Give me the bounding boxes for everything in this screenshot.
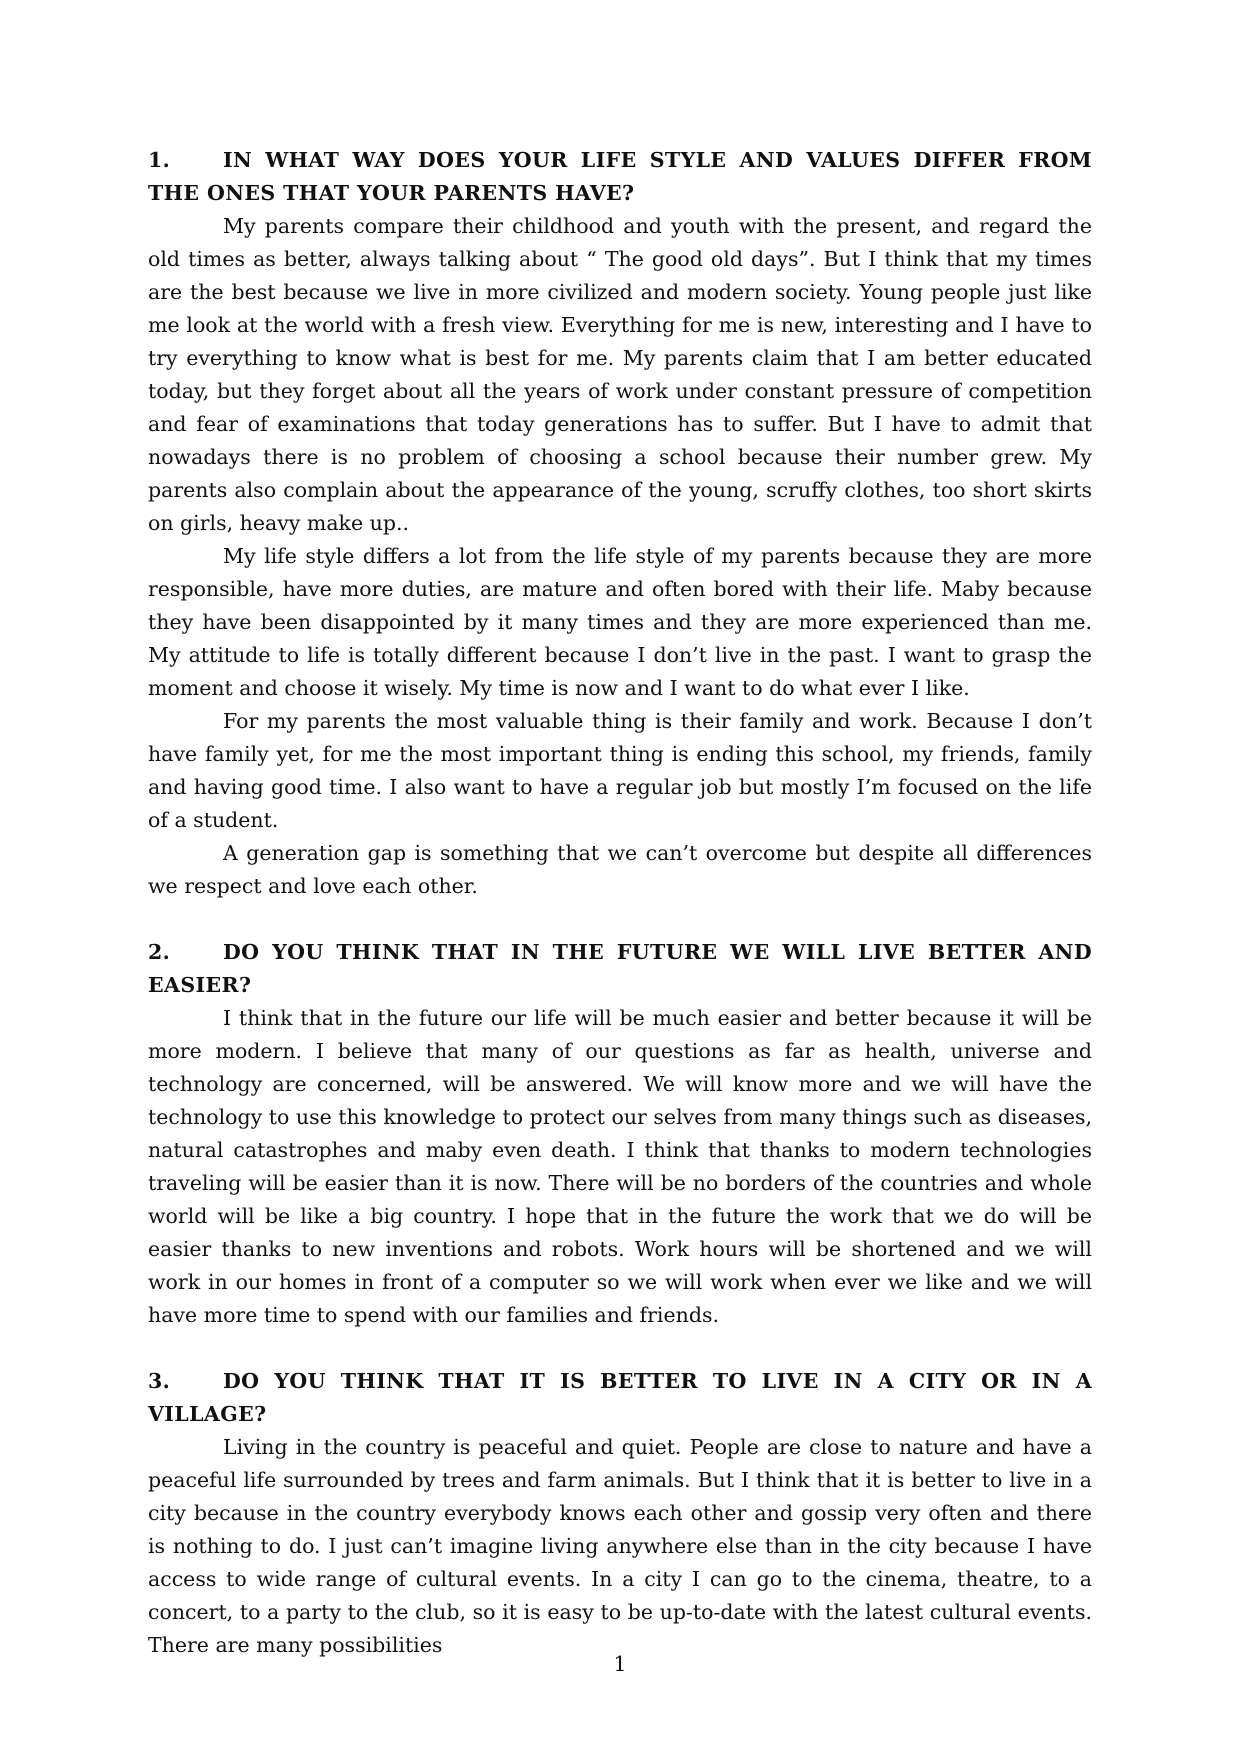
section-2-heading — [148, 936, 1092, 1002]
section-3-paragraph-1: Living in the country is peaceful and quiet. People are close to nature and have a peaceful life surrounded by trees and farm animals. But I think that it is better to live in a city because in the country everybody knows each other and gossip very often and there is nothing to do. I just can’t imagine living anywhere else than in the city because I have access to wide range of cultural events. In a city I can go to the cinema, theatre, to a concert, to a party to the club, so it is easy to be up-to-date with the latest cultural events. There are many possibilities — [148, 1435, 1092, 1657]
section-3-heading — [148, 1365, 1092, 1431]
section-1-paragraph-1: My parents compare their childhood and youth with the present, and regard the old times as better, always talking about “ The good old days”. But I think that my times are the best because we live in more civilized and modern society. Young people just like me look at the world with a fresh view. Everything for me is new, interesting and I have to try everything to know what is best for me. My parents claim that I am better educated today, but they forget about all the years of work under constant pressure of competition and fear of examinations that today generations has to suffer. But I have to admit that nowadays there is no problem of choosing a school because their number grew. My parents also complain about the appearance of the young, scruffy clothes, too short skirts on girls, heavy make up.. — [148, 214, 1092, 535]
section-1-heading — [148, 144, 1092, 210]
section-1-paragraph-4: A generation gap is something that we can’t overcome but despite all differences we respect and love each other. — [148, 841, 1092, 898]
document-page — [148, 144, 1092, 1662]
section-3-title: DO YOU THINK THAT IT IS BETTER TO LIVE IN A CITY OR IN A VILLAGE? — [148, 1369, 1092, 1426]
section-2-number: 2. — [148, 940, 171, 964]
section-1-number: 1. — [148, 148, 171, 172]
section-1-paragraph-3: For my parents the most valuable thing is their family and work. Because I don’t have family yet, for me the most important thing is ending this school, my friends, family and having good time. I also want to have a regular job but mostly I’m focused on the life of a student. — [148, 709, 1092, 832]
section-2-paragraph-1: I think that in the future our life will be much easier and better because it will be more modern. I believe that many of our questions as far as health, universe and technology are concerned, will be answered. We will know more and we will have the technology to use this knowledge to protect our selves from many things such as diseases, natural catastrophes and maby even death. I think that thanks to modern technologies traveling will be easier than it is now. There will be no borders of the countries and whole world will be like a big country. I hope that in the future the work that we do will be easier thanks to new inventions and robots. Work hours will be shortened and we will work in our homes in front of a computer so we will work when ever we like and we will have more time to spend with our families and friends. — [148, 1006, 1092, 1327]
page-number: 1 — [613, 1652, 627, 1676]
section-1-title: IN WHAT WAY DOES YOUR LIFE STYLE AND VALUES DIFFER FROM THE ONES THAT YOUR PARENTS HAVE? — [148, 148, 1092, 205]
section-1-paragraph-2: My life style differs a lot from the life style of my parents because they are more responsible, have more duties, are mature and often bored with their life. Maby because they have been disappointed by it many times and they are more experienced than me. My attitude to life is totally different because I don’t live in the past. I want to grasp the moment and choose it wisely. My time is now and I want to do what ever I like. — [148, 544, 1092, 700]
section-2-title: DO YOU THINK THAT IN THE FUTURE WE WILL LIVE BETTER AND EASIER? — [148, 940, 1092, 997]
section-3-number: 3. — [148, 1369, 171, 1393]
